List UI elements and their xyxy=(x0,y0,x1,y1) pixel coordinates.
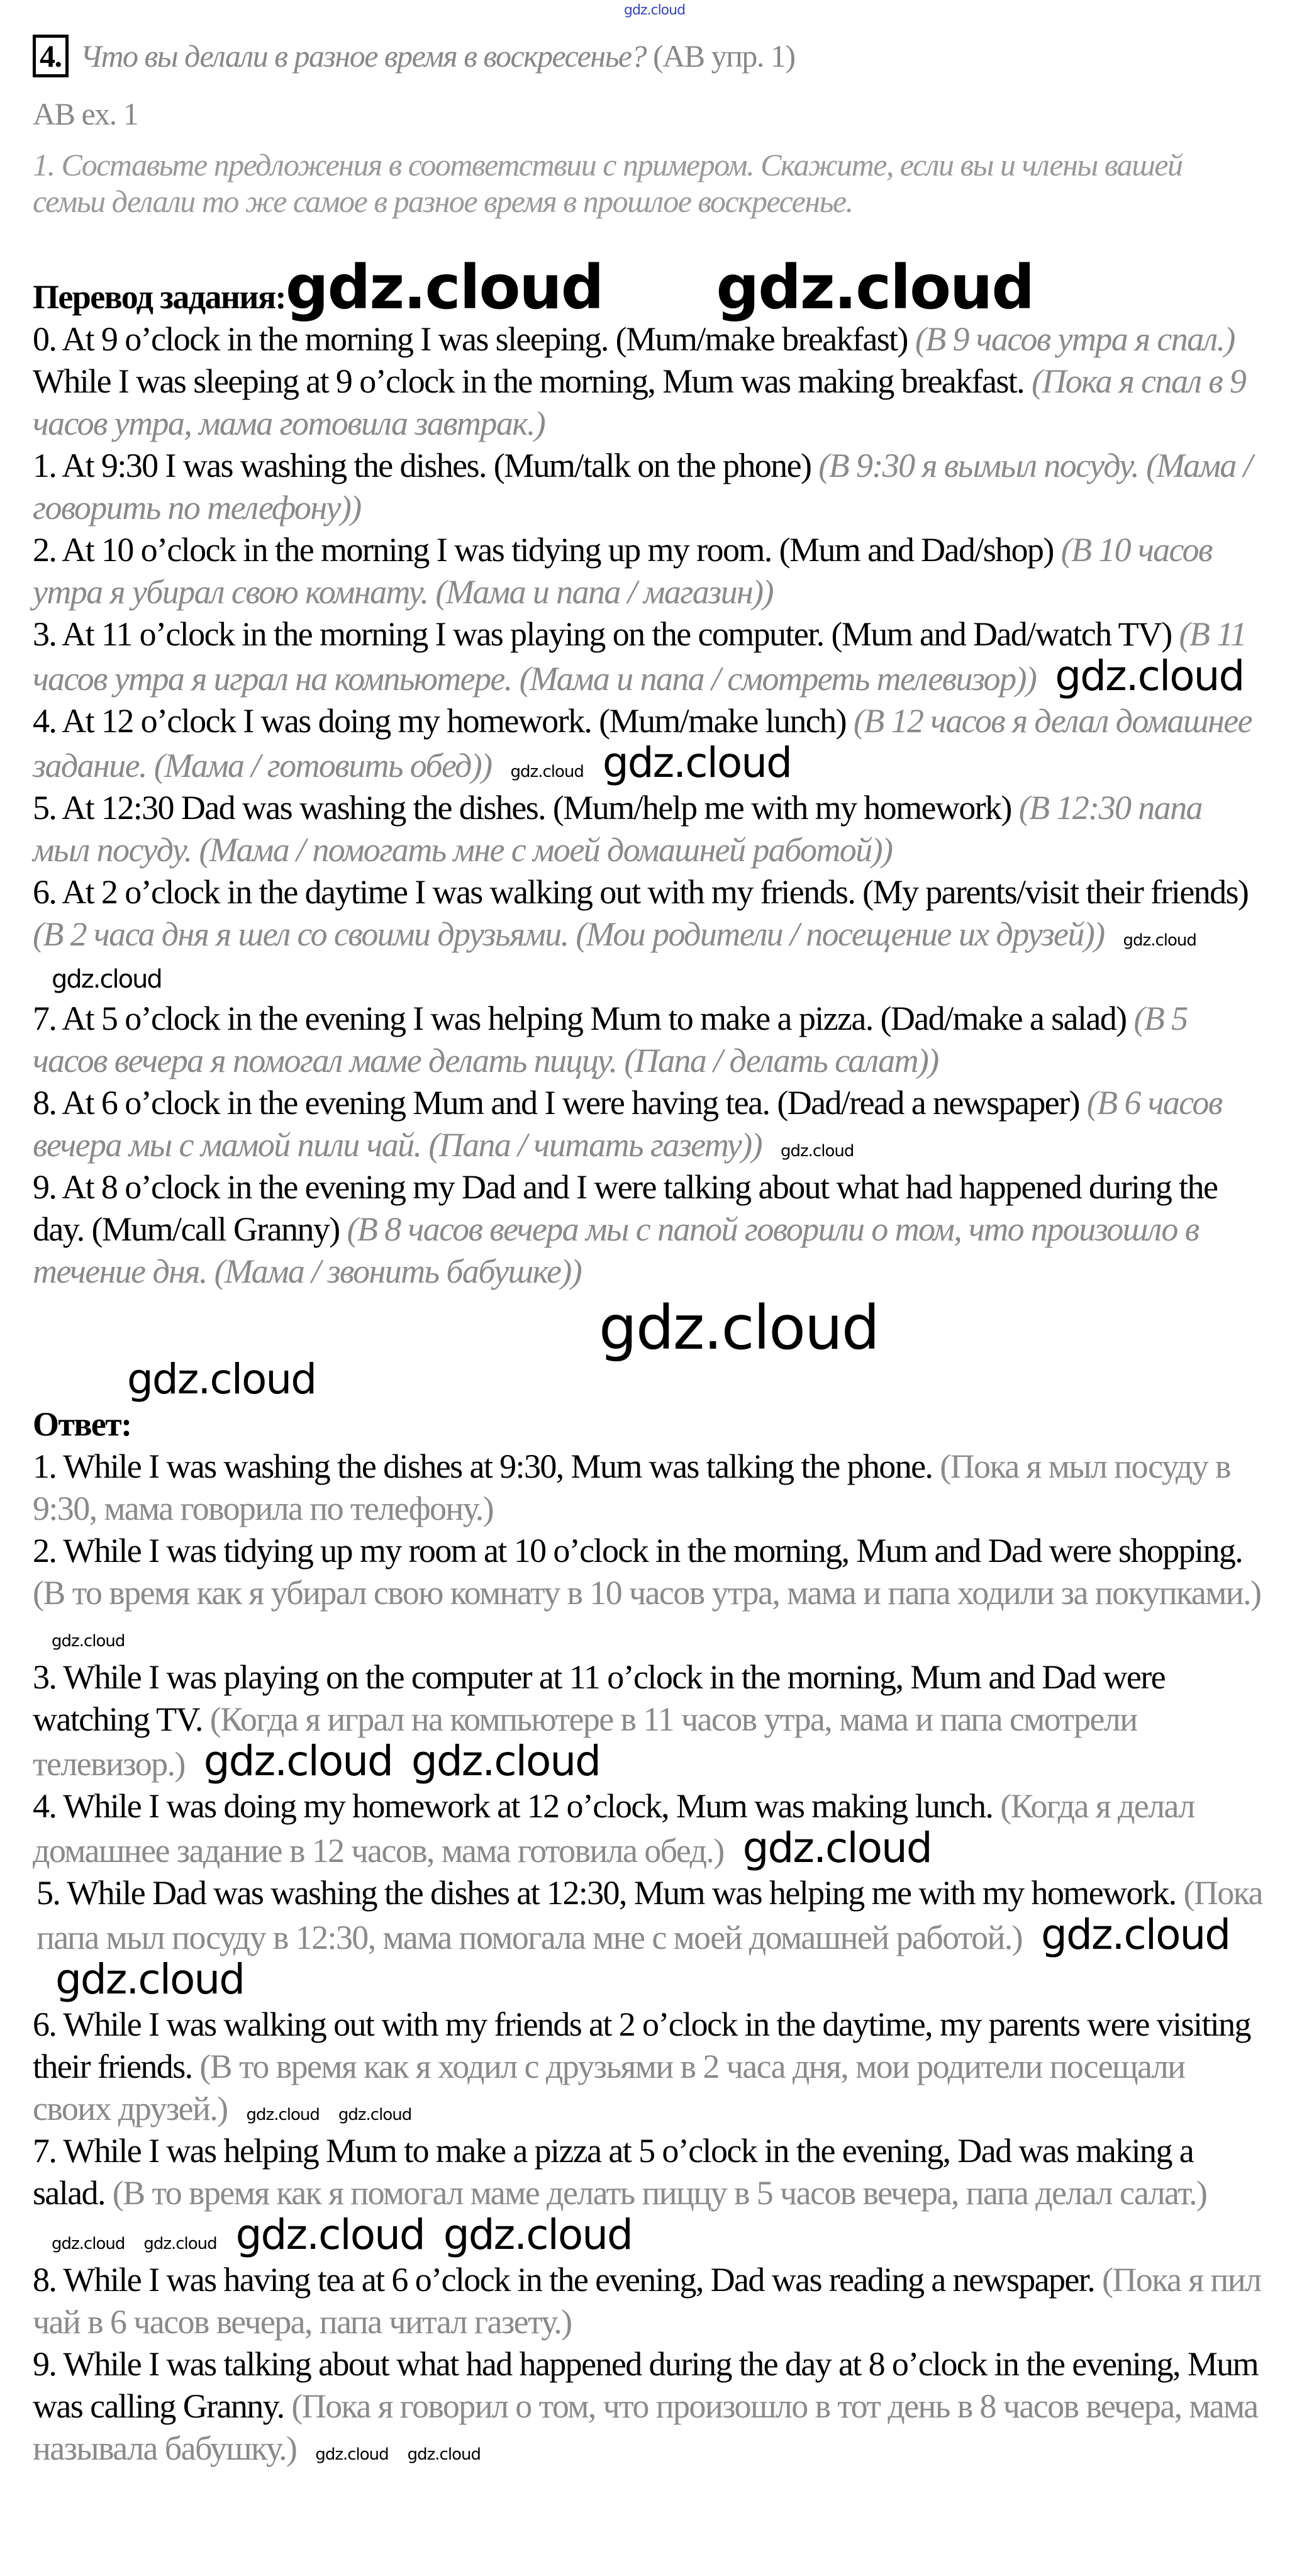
english-text: 5. At 12:30 Dad was washing the dishes. (Mum/help me with my homework) xyxy=(33,789,1011,827)
watermark: gdz.cloud xyxy=(127,1355,316,1403)
watermark: gdz.cloud xyxy=(1055,652,1244,700)
russian-translation: (В 10 часов утра я убирал свою комнату. (Мама и папа / магазин)) xyxy=(33,531,1212,611)
exercise-header xyxy=(33,35,1272,77)
translation-item xyxy=(33,445,1266,529)
russian-translation: (В 6 часов вечера мы с мамой пили чай. (Папа / читать газету)) xyxy=(33,1084,1222,1164)
watermark: gdz.cloud xyxy=(143,2234,217,2253)
translation-item xyxy=(33,318,1266,360)
answer-item xyxy=(33,1872,1266,2004)
russian-translation: (Пока я говорил о том, что произошло в тот день в 8 часов вечера, мама называла бабушку.) xyxy=(33,2387,1258,2467)
russian-translation: (В 8 часов вечера мы с папой говорили о том, что произошло в течение дня. (Мама / звонить бабушке)) xyxy=(33,1210,1199,1290)
watermark: gdz.cloud xyxy=(52,1632,125,1651)
english-text: 3. While I was playing on the computer at 11 o’clock in the morning, Mum and Dad were watching TV. xyxy=(33,1658,1166,1738)
watermark: gdz.cloud xyxy=(407,2445,481,2464)
english-text: 2. While I was tidying up my room at 10 o’clock in the morning, Mum and Dad were shopping. xyxy=(33,1532,1243,1570)
russian-translation: (В то время как я помогал маме делать пиццу в 5 часов вечера, папа делал салат.) xyxy=(112,2174,1207,2212)
translation-item xyxy=(33,1166,1266,1293)
answer-item xyxy=(33,2130,1266,2259)
english-text: 1. While I was washing the dishes at 9:30, Mum was talking the phone. xyxy=(33,1447,933,1485)
translation-title: Перевод задания: xyxy=(33,278,286,316)
english-text: 0. At 9 o’clock in the morning I was sleeping. (Mum/make breakfast) xyxy=(33,320,908,358)
translation-item xyxy=(33,1082,1266,1166)
ab-exercise-label: AB ex. 1 xyxy=(33,96,138,131)
translation-item xyxy=(33,360,1266,445)
russian-translation: (В 12:30 папа мыл посуду. (Мама / помогать мне с моей домашней работой)) xyxy=(33,789,1202,869)
russian-translation: (В 5 часов вечера я помогал маме делать пиццу. (Папа / делать салат)) xyxy=(33,1000,1188,1079)
russian-translation: (В то время как я ходил с друзьями в 2 часа дня, мои родители посещали своих друзей.) xyxy=(33,2048,1185,2127)
english-text: 9. While I was talking about what had happened during the day at 8 o’clock in the evening, Mum was calling Granny. xyxy=(33,2345,1259,2425)
russian-translation: (В 11 часов утра я играл на компьютере. (Мама и папа / смотреть телевизор)) xyxy=(33,615,1246,698)
watermark: gdz.cloud xyxy=(203,1737,392,1785)
watermark: gdz.cloud xyxy=(599,1293,879,1363)
watermark: gdz.cloud xyxy=(246,2105,320,2124)
answer-item xyxy=(33,1656,1266,1785)
watermark: gdz.cloud xyxy=(742,1824,932,1872)
answer-item xyxy=(33,1446,1266,1530)
answer-item xyxy=(33,2343,1266,2470)
exercise-instruction: 1. Составьте предложения в соответствии с примером. Скажите, если вы и члены вашей семьи делали то же самое в разное время в прошлое воскресенье. xyxy=(33,147,1183,219)
answer-item xyxy=(33,2259,1266,2343)
english-text: 5. While Dad was washing the dishes at 12:30, Mum was helping me with my homework. xyxy=(36,1874,1176,1912)
answer-item xyxy=(33,2004,1266,2130)
russian-translation: (Пока папа мыл посуду в 12:30, мама помогала мне с моей домашней работой.) xyxy=(36,1874,1262,1956)
russian-translation: (Когда я делал домашнее задание в 12 часов, мама готовила обед.) xyxy=(33,1787,1194,1870)
watermark: gdz.cloud xyxy=(411,1737,601,1785)
english-text: 8. At 6 o’clock in the evening Mum and I were having tea. (Dad/read a newspaper) xyxy=(33,1084,1079,1122)
russian-translation: (В 12 часов я делал домашнее задание. (Мама / готовить обед)) xyxy=(33,702,1252,784)
russian-translation: (В то время как я убирал свою комнату в 10 часов утра, мама и папа ходили за покупками.) xyxy=(33,1574,1261,1612)
watermark-row xyxy=(33,1293,1266,1403)
exercise-ref: (AB упр. 1) xyxy=(653,38,795,74)
watermark: gdz.cloud xyxy=(1041,1910,1230,1959)
exercise-number: 4. xyxy=(33,35,69,77)
watermark: gdz.cloud xyxy=(55,1955,245,2004)
answer-section xyxy=(33,1403,1266,2470)
watermark: gdz.cloud xyxy=(285,252,603,323)
watermark: gdz.cloud xyxy=(510,762,584,781)
watermark: gdz.cloud xyxy=(338,2105,412,2124)
watermark: gdz.cloud xyxy=(52,2234,125,2253)
answer-item xyxy=(33,1785,1266,1872)
russian-translation: (Пока я мыл посуду в 9:30, мама говорила по телефону.) xyxy=(33,1447,1230,1527)
english-text: 4. At 12 o’clock I was doing my homework. (Mum/make lunch) xyxy=(33,702,846,740)
english-text: 7. At 5 o’clock in the evening I was helping Mum to make a pizza. (Dad/make a salad) xyxy=(33,1000,1127,1037)
translation-section xyxy=(33,252,1266,1293)
russian-translation: (В 9:30 я вымыл посуду. (Мама / говорить по телефону)) xyxy=(33,447,1252,527)
english-text: 3. At 11 o’clock in the morning I was playing on the computer. (Mum and Dad/watch TV) xyxy=(33,615,1172,653)
translation-title-row xyxy=(33,252,1266,323)
watermark: gdz.cloud xyxy=(781,1142,854,1161)
translation-item xyxy=(33,613,1266,700)
watermark: gdz.cloud xyxy=(716,252,1034,323)
watermark: gdz.cloud xyxy=(602,739,792,787)
translation-item xyxy=(33,700,1266,787)
watermark: gdz.cloud xyxy=(235,2211,425,2259)
translation-item xyxy=(33,871,1266,998)
translation-item xyxy=(33,787,1266,871)
answer-title: Ответ: xyxy=(33,1405,131,1443)
watermark: gdz.cloud xyxy=(1123,931,1196,950)
english-text: 7. While I was helping Mum to make a pizza at 5 o’clock in the evening, Dad was making a salad. xyxy=(33,2132,1194,2212)
english-text: 6. While I was walking out with my friends at 2 o’clock in the daytime, my parents were visiting their friends. xyxy=(33,2005,1250,2085)
translation-item xyxy=(33,998,1266,1082)
russian-translation: (Пока я пил чай в 6 часов вечера, папа читал газету.) xyxy=(33,2261,1261,2341)
english-text: 1. At 9:30 I was washing the dishes. (Mum/talk on the phone) xyxy=(33,447,811,484)
russian-translation: (В 2 часа дня я шел со своими друзьями. (Мои родители / посещение их друзей)) xyxy=(33,915,1105,953)
exercise-title: Что вы делали в разное время в воскресенье? xyxy=(80,38,647,74)
russian-translation: (Когда я играл на компьютере в 11 часов утра, мама и папа смотрели телевизор.) xyxy=(33,1700,1137,1783)
watermark: gdz.cloud xyxy=(624,3,686,18)
russian-translation: (Пока я спал в 9 часов утра, мама готовила завтрак.) xyxy=(33,362,1246,442)
english-text: 4. While I was doing my homework at 12 o’clock, Mum was making lunch. xyxy=(33,1787,993,1825)
watermark: gdz.cloud xyxy=(315,2445,389,2464)
english-text: While I was sleeping at 9 o’clock in the morning, Mum was making breakfast. xyxy=(33,362,1025,400)
english-text: 9. At 8 o’clock in the evening my Dad and I were talking about what had happened during the day. (Mum/call Granny) xyxy=(33,1168,1218,1248)
translation-item xyxy=(33,529,1266,613)
english-text: 2. At 10 o’clock in the morning I was tidying up my room. (Mum and Dad/shop) xyxy=(33,531,1054,569)
english-text: 6. At 2 o’clock in the daytime I was walking out with my friends. (My parents/visit their friends) xyxy=(33,873,1249,911)
russian-translation: (В 9 часов утра я спал.) xyxy=(915,320,1235,358)
watermark: gdz.cloud xyxy=(52,965,162,994)
answer-item xyxy=(33,1530,1266,1656)
watermark: gdz.cloud xyxy=(443,2211,632,2259)
english-text: 8. While I was having tea at 6 o’clock in the evening, Dad was reading a newspaper. xyxy=(33,2261,1095,2299)
